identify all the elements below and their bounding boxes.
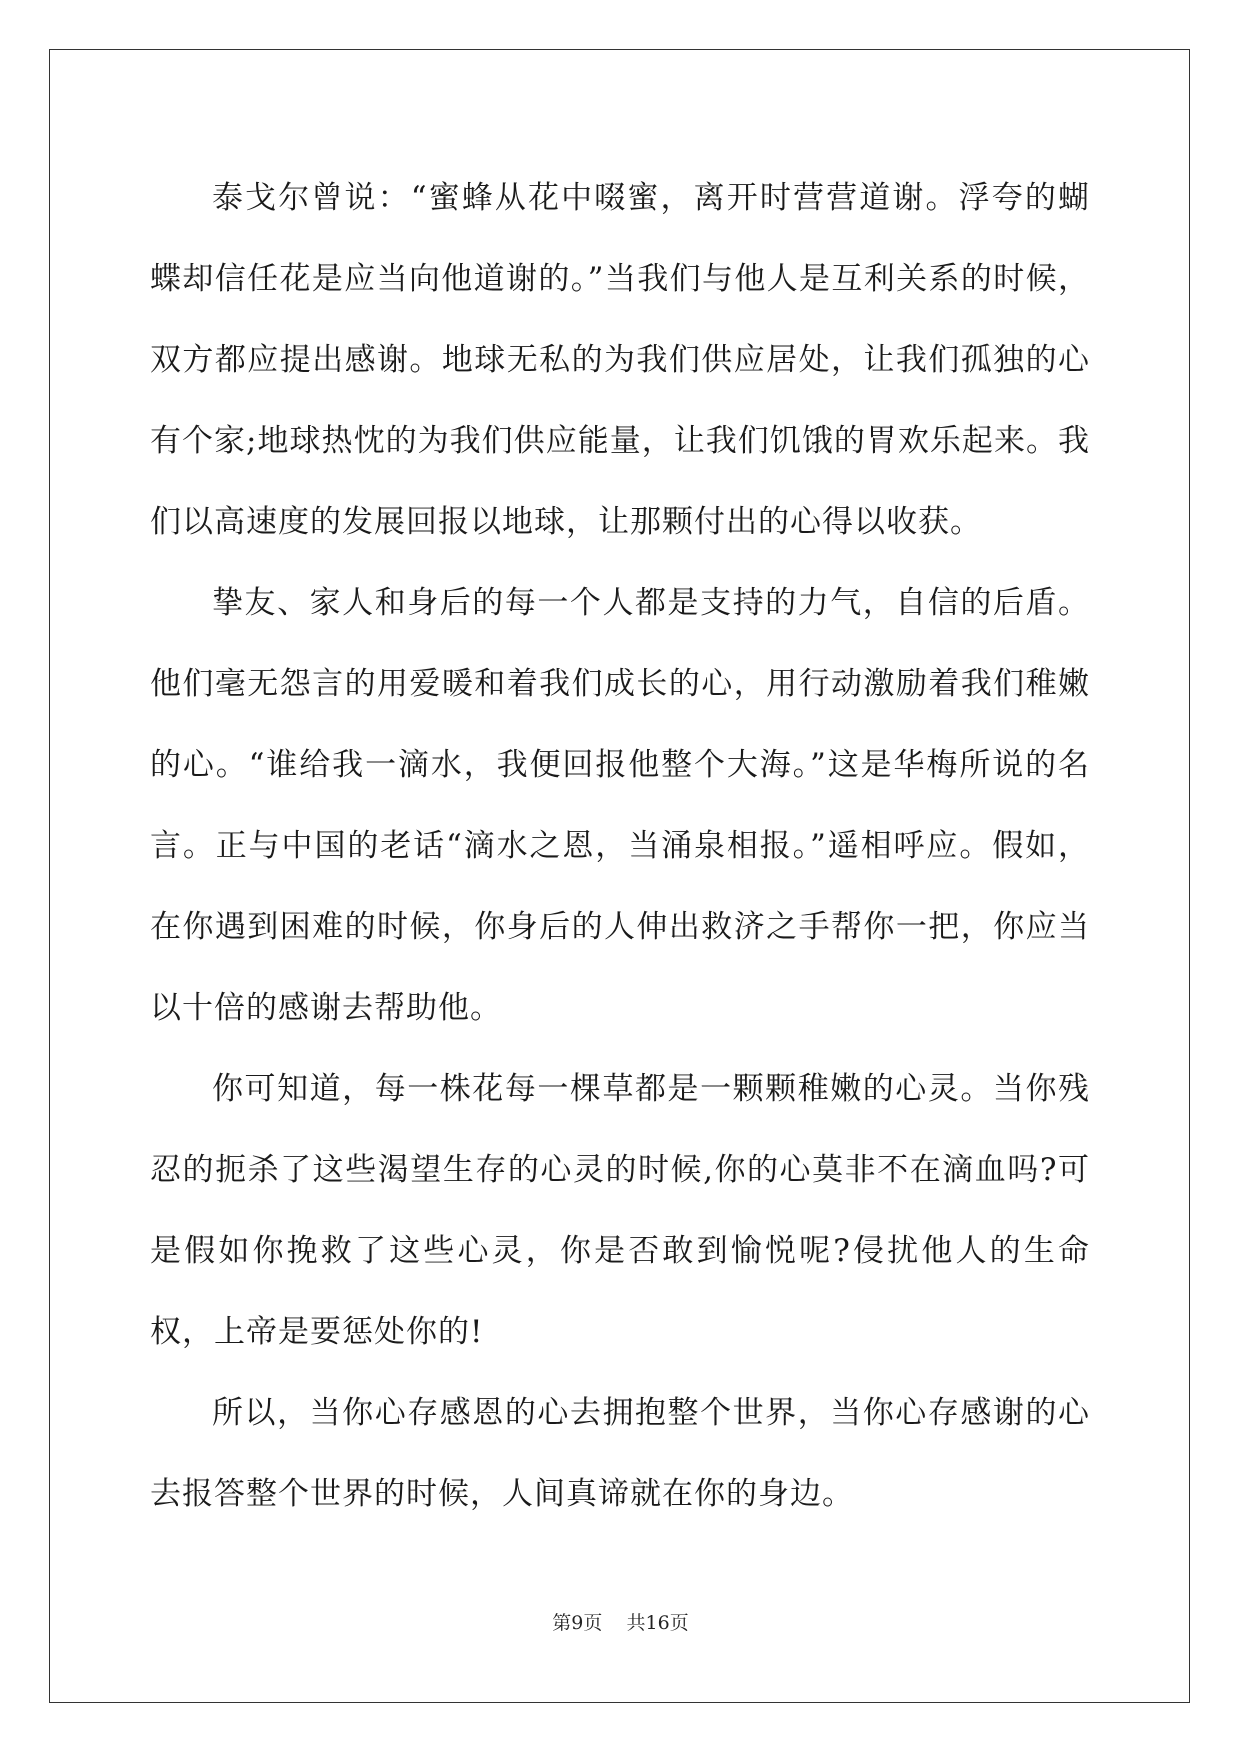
paragraph: 所以，当你心存感恩的心去拥抱整个世界，当你心存感谢的心去报答整个世界的时候，人间真谛就在你的身边。 xyxy=(150,1395,1090,1512)
page-number: 第9页 xyxy=(552,1612,603,1634)
page-footer xyxy=(0,1608,1241,1635)
page-total: 共16页 xyxy=(626,1612,689,1634)
document-body xyxy=(150,158,1090,1535)
paragraph: 你可知道，每一株花每一棵草都是一颗颗稚嫩的心灵。当你残忍的扼杀了这些渴望生存的心灵的时候,你的心莫非不在滴血吗?可是假如你挽救了这些心灵，你是否敢到愉悦呢?侵扰他人的生命权，上帝是要惩处你的! xyxy=(150,1071,1090,1350)
paragraph: 挚友、家人和身后的每一个人都是支持的力气，自信的后盾。他们毫无怨言的用爱暖和着我们成长的心，用行动激励着我们稚嫩的心。“谁给我一滴水，我便回报他整个大海。”这是华梅所说的名言。正与中国的老话“滴水之恩，当涌泉相报。”遥相呼应。假如，在你遇到困难的时候，你身后的人伸出救济之手帮你一把，你应当以十倍的感谢去帮助他。 xyxy=(150,585,1090,1026)
paragraph: 泰戈尔曾说：“蜜蜂从花中啜蜜，离开时营营道谢。浮夸的蝴蝶却信任花是应当向他道谢的。”当我们与他人是互利关系的时候，双方都应提出感谢。地球无私的为我们供应居处，让我们孤独的心有个家;地球热忱的为我们供应能量，让我们饥饿的胃欢乐起来。我们以高速度的发展回报以地球，让那颗付出的心得以收获。 xyxy=(150,180,1090,540)
